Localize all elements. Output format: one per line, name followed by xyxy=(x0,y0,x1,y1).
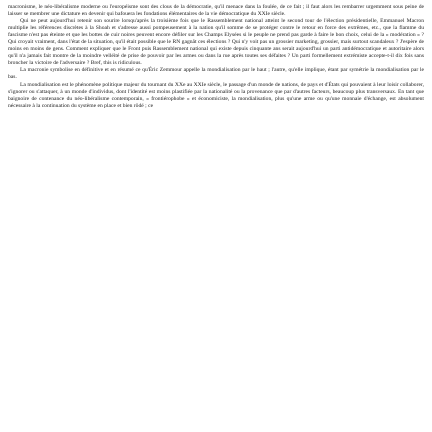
article-body xyxy=(8,4,424,110)
paragraph-2: Qui ne peut aujourd'hui retenir son sourire lorsqu'après la troisième fois que le Rassemblement national atteint le second tour de l'élection présidentielle, Emmanuel Macron multiplie les références discrètes à la Shoah et s'adresse aussi pompeusement à la nation qu'il somme de se protéger contre le retour en force des extrêmes, etc., que la flamme du fascisme n'est pas éteinte et que les bottes de cuir noires peuvent encore défiler sur les Champs Elysées si le peuple ne prend pas garde à faire le bon choix, celui de la « modération » ? Qui croyait vraiment, dans l'état de la situation, qu'il était possible que le RN gagnât ces élections ? Qui n'y voit pas un grossier marketing, grossier, mais surtout scandaleux ? J'espère de moins en moins de gens. Comment expliquer que le Front puis Rassemblement national qui existe depuis cinquante ans serait aujourd'hui un parti antidémocratique et autoritaire alors qu'il n'a jamais fait montre de la moindre velléité de prise de pouvoir par les armes ou dans la rue après toutes ses défaites ? Un parti formellement extrémiste accepte-t-il dix fois sans broncher la victoire de l'adversaire ? Bref, this is ridiculous. xyxy=(8,18,424,67)
paragraph-3: La macronie symbolise en définitive et en résumé ce qu'Éric Zemmour appelle la mondialisation par le haut ; l'autre, qu'elle implique, étant par symétrie la mondialisation par le bas. xyxy=(8,67,424,81)
paragraph-1: macronisme, le néo-libéralisme moderne ou l'européisme sont des clous de la démocratie, qu'il menace dans la foulée, de ce fait ; il faut alors les rembarrer urgemment sous peine de laisser se membrer une dictature en devenir qui bafouera les fondations élémentaires de la vie démocratique du XXIe siècle. xyxy=(8,4,424,18)
paragraph-4: La mondialisation est le phénomène politique majeur du tournant du XXe au XXIe siècle, le passage d'un monde de nations, de pays et d'États qui pouvaient à leur loisir collaborer, s'ignorer ou s'attaquer, à un monde d'individus, dont l'identité est moins plastifiée par la nationalité ou la provenance que par d'autres facteurs, beaucoup plus transversaux. En tant que baignoire de contenance du néo-libéralisme contemporain, « frontiérophobe » et économiciste, la mondialisation, plus qu'une arme ou qu'une monnaie d'échange, est absolument nécessaire à la continuation du système en place et bien rôdé ; ce xyxy=(8,81,424,109)
